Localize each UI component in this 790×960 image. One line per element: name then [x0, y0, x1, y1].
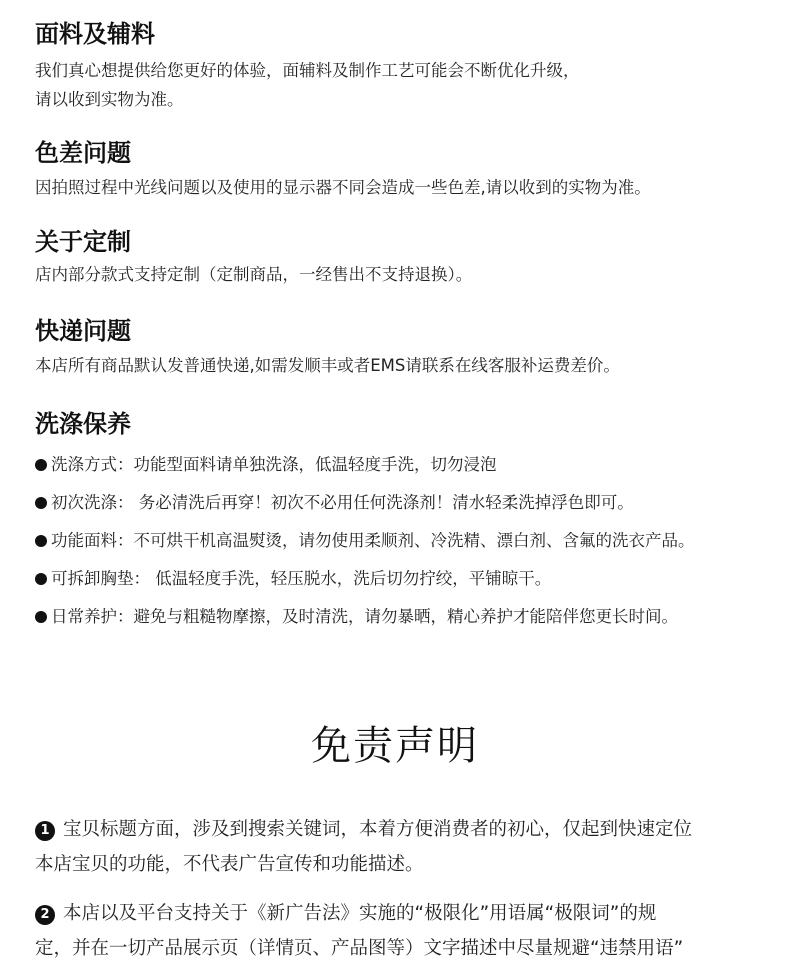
care-item-wash-method: [35, 452, 497, 478]
care-item-text: 初次洗涤： 务必清洗后再穿！初次不必用任何洗涤剂！清水轻柔洗掉浮色即可。: [51, 493, 634, 512]
section-customization: [35, 226, 760, 289]
section-title-washing-care: 洗涤保养: [35, 410, 131, 438]
bullet-dot-icon: [35, 459, 47, 471]
disclaimer-item-1-line-1: [35, 812, 755, 847]
number-badge-icon: 2: [35, 905, 55, 925]
bullet-dot-icon: [35, 573, 47, 585]
section-shipping: [35, 315, 760, 380]
disclaimer-item-1-text-2: 本店宝贝的功能，不代表广告宣传和功能描述。: [35, 854, 424, 875]
care-item-text: 日常养护：避免与粗糙物摩擦，及时清洗，请勿暴晒，精心养护才能陪伴您更长时间。: [51, 607, 678, 626]
section-title-color-difference: 色差问题: [35, 139, 131, 167]
section-text-shipping: 本店所有商品默认发普通快递,如需发顺丰或者EMS请联系在线客服补运费差价。: [35, 356, 620, 375]
disclaimer-item-2-line-1: [35, 896, 755, 931]
care-item-functional-fabric: [35, 528, 695, 554]
bullet-dot-icon: [35, 497, 47, 509]
bullet-dot-icon: [35, 611, 47, 623]
disclaimer-item-1: [35, 812, 755, 882]
number-badge-icon: 1: [35, 821, 55, 841]
disclaimer-item-2-text-1: 本店以及平台支持关于《新广告法》实施的“极限化”用语属“极限词”的规: [63, 903, 657, 924]
care-item-first-wash: [35, 490, 634, 516]
section-text-color-difference: 因拍照过程中光线问题以及使用的显示器不同会造成一些色差,请以收到的实物为准。: [35, 178, 651, 197]
disclaimer-item-1-text-1: 宝贝标题方面，涉及到搜索关键词，本着方便消费者的初心，仅起到快速定位: [63, 819, 693, 840]
bullet-dot-icon: [35, 535, 47, 547]
disclaimer-item-2-text-2: 定，并在一切产品展示页（详情页、产品图等）文字描述中尽量规避“违禁用语”: [35, 938, 684, 959]
section-washing-care: [35, 408, 760, 440]
section-text-fabric-line-2: 请以收到实物为准。: [35, 90, 184, 109]
section-text-customization: 店内部分款式支持定制（定制商品，一经售出不支持退换）。: [35, 265, 473, 284]
care-item-removable-pad: [35, 566, 551, 592]
care-item-text: 可拆卸胸垫： 低温轻度手洗，轻压脱水，洗后切勿拧绞，平铺晾干。: [51, 569, 552, 588]
section-title-fabric: 面料及辅料: [35, 20, 155, 48]
care-item-daily-care: [35, 604, 678, 630]
disclaimer-title: 免责声明: [311, 723, 479, 769]
care-item-text: 洗涤方式：功能型面料请单独洗涤，低温轻度手洗，切勿浸泡: [51, 455, 497, 474]
section-fabric: [35, 18, 760, 114]
disclaimer-item-2: [35, 896, 755, 960]
section-title-customization: 关于定制: [35, 228, 131, 256]
section-title-shipping: 快递问题: [35, 317, 131, 345]
section-text-fabric-line-1: 我们真心想提供给您更好的体验，面辅料及制作工艺可能会不断优化升级，: [35, 61, 580, 80]
section-color-difference: [35, 137, 760, 202]
care-item-text: 功能面料：不可烘干机高温熨烫，请勿使用柔顺剂、冷洗精、漂白剂、含氟的洗衣产品。: [51, 531, 695, 550]
